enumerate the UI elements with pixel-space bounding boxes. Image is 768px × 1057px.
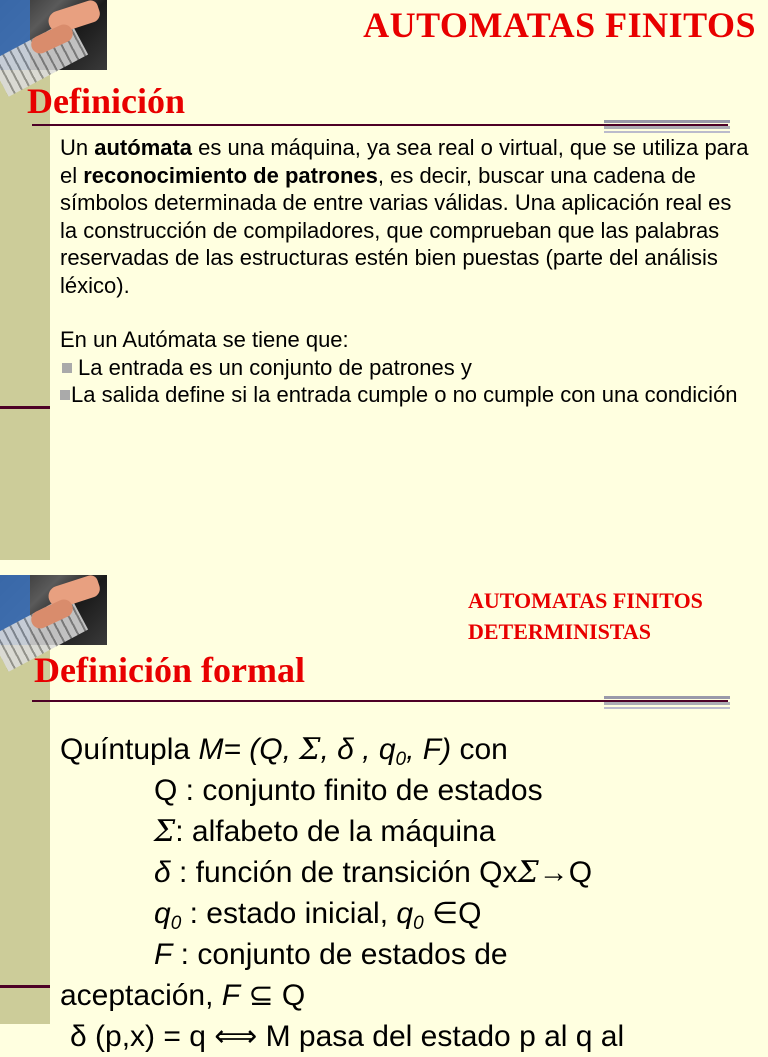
- bullet-square-icon: [62, 363, 72, 373]
- initial-state-item: $q_0$ : estado inicial, $q_0$ ∈Q: [154, 897, 482, 934]
- transition-item: δ : función de transición QxΣ→Q: [154, 855, 593, 890]
- bullet-square-icon: [60, 390, 70, 400]
- section-heading: Definición: [27, 81, 185, 121]
- term-automata: autómata: [94, 135, 193, 160]
- intro-line: En un Autómata se tiene que:: [60, 327, 349, 352]
- formal-definition: [60, 729, 760, 1057]
- slide-title: AUTOMATAS FINITOS: [363, 5, 756, 45]
- side-marker: [0, 985, 50, 988]
- side-marker: [0, 406, 50, 409]
- states-item: Q : conjunto finito de estados: [154, 774, 543, 807]
- heading-rule-accent: [604, 696, 730, 708]
- heading-rule-accent: [604, 120, 730, 132]
- keyboard-hands-image: [0, 575, 107, 645]
- slide-automatas-deterministas: [0, 575, 768, 1053]
- slide-title: AUTOMATAS FINITOS DETERMINISTAS: [468, 588, 703, 644]
- term-reconocimiento: reconocimiento de patrones: [83, 162, 378, 188]
- alphabet-item: Σ: alfabeto de la máquina: [154, 814, 496, 849]
- quintuple-line: Quíntupla M= (Q, Σ, δ , $q_0$, F) con: [60, 732, 508, 770]
- definition-paragraph: Un autómata es una máquina, ya sea real o virtual, que se utiliza para el reconocimiento de patrones, es decir, buscar una cadena de símbolos determinada de entre varias válidas. Una aplicación real es la construcción de compiladores, que comprueban que las palabras reservadas de las estructuras estén bien puestas (parte del análisis léxico).: [60, 135, 749, 298]
- section-heading: Definición formal: [34, 650, 305, 690]
- transition-definition-line: δ (p,x) = q ⟺ M pasa del estado p al q al: [70, 1020, 625, 1053]
- keyboard-hands-image: [0, 0, 107, 70]
- bullet-item: La entrada es un conjunto de patrones y: [60, 354, 750, 382]
- bullet-item: La salida define si la entrada cumple o no cumple con una condición: [60, 381, 750, 409]
- accept-states-item: F : conjunto de estados de: [154, 938, 508, 971]
- accept-states-continued: aceptación, F ⊆ Q: [60, 979, 306, 1012]
- definition-text: [60, 134, 750, 409]
